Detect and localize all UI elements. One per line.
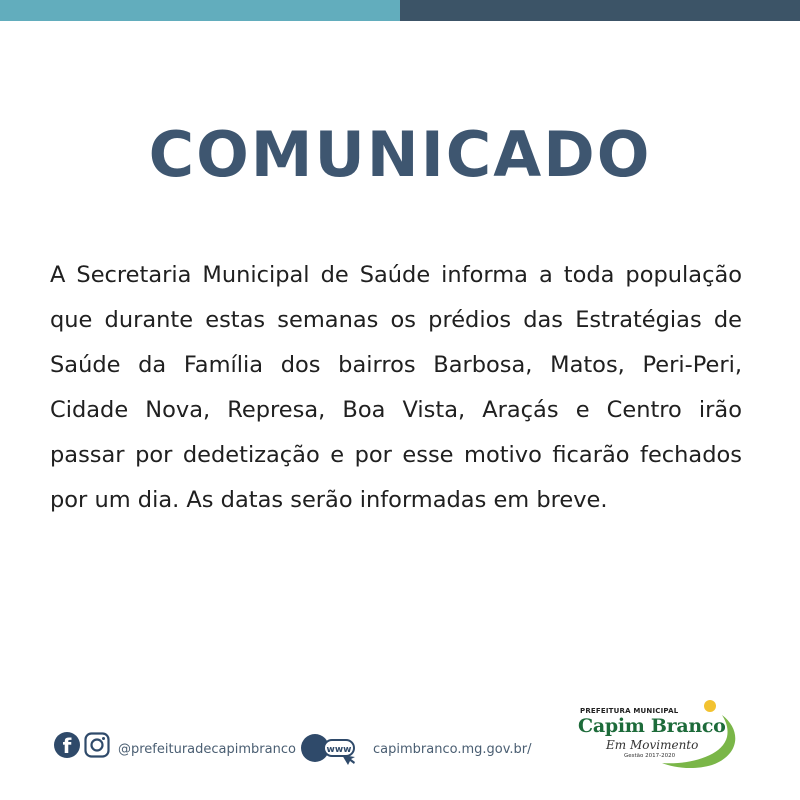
top-bar-teal-segment [0,0,400,21]
instagram-icon[interactable] [84,732,110,758]
page-title: COMUNICADO [148,118,652,191]
www-icon[interactable] [300,731,360,767]
facebook-icon[interactable] [54,732,80,758]
announcement-body: A Secretaria Municipal de Saúde informa a toda população que durante estas semanas os prédios das Estratégias de Saúde da Família dos bairros Barbosa, Matos, Peri-Peri, Cidade Nova, Represa, Boa Vista, Araçás e Centro irão passar por dedetização e por esse motivo ficarão fechados por um dia. As datas serão informadas em breve. [50,262,742,513]
logo-name: Capim Branco [578,715,726,737]
sun-icon [704,700,716,712]
logo-motto: Em Movimento [606,738,699,752]
website-link[interactable]: capimbranco.mg.gov.br/ [373,742,532,757]
top-bar [0,0,800,21]
logo-term: Gestão 2017-2020 [624,753,676,759]
logo-line1: PREFEITURA MUNICIPAL [580,707,679,715]
www-label: www [326,745,352,755]
municipal-logo [572,695,747,770]
social-handle[interactable]: @prefeituradecapimbranco [118,742,296,757]
facebook-glyph: f [62,734,72,758]
top-bar-navy-segment [400,0,800,21]
